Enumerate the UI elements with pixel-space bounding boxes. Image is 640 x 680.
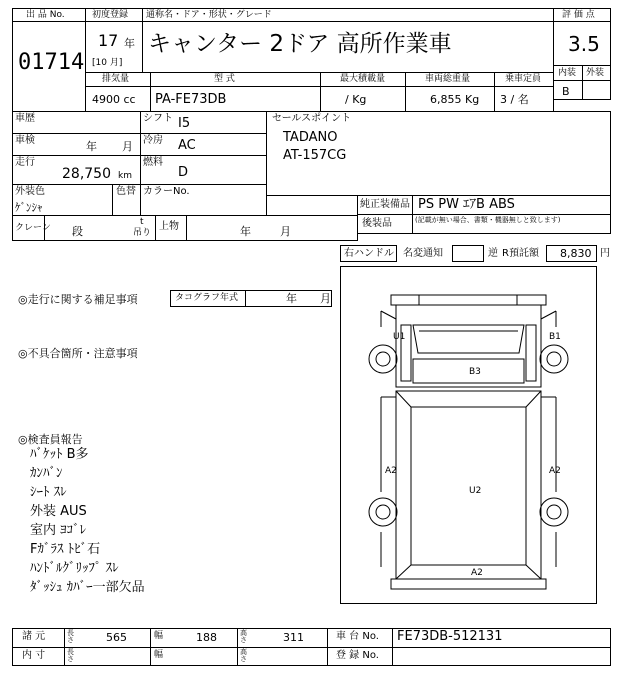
sales-point-label: セールスポイント [272, 113, 352, 124]
dims-label: 諸 元 [22, 631, 46, 642]
aftermarket-note: (記載が無い場合、書類・機器無しと致します) [415, 216, 561, 224]
defects-title: ◎不具合箇所・注意事項 [18, 347, 138, 360]
crane-label: クレーン [15, 223, 51, 233]
damage-diagram [340, 266, 597, 604]
tacho-label: タコグラフ年式 [175, 293, 239, 303]
displacement: 4900 cc [92, 93, 136, 106]
score-label: 評 価 点 [562, 10, 595, 20]
supplement-title: ◎走行に関する補足事項 [18, 293, 138, 306]
tacho-month: 月 [320, 292, 331, 305]
inspector-line: ﾊﾞｹｯﾄ B多 [30, 447, 89, 462]
inspector-line: 室内 ﾖｺﾞﾚ [30, 523, 87, 538]
exterior-label: 外装 [586, 68, 605, 78]
fuel-label: 燃料 [143, 157, 163, 168]
mileage-unit: km [118, 171, 132, 181]
chassis-number: FE73DB-512131 [397, 629, 503, 644]
inspector-line: ﾀﾞｯｼｭ ｶﾊﾞｰ一部欠品 [30, 580, 145, 595]
top-body-label: 上物 [159, 221, 179, 232]
interior-grade: B [562, 85, 570, 98]
color-no-label: カラーNo. [143, 186, 190, 197]
fuel-value: D [178, 165, 189, 180]
equipment-label: 純正装備品 [360, 199, 410, 210]
max-load-label: 最大積載量 [340, 74, 386, 84]
interior-label: 内装 [558, 68, 577, 78]
registration-year-unit: 年 [124, 37, 135, 50]
name-change-box [452, 245, 484, 262]
ac-label: 冷房 [143, 135, 163, 146]
inner-length-label: 長さ [67, 648, 74, 664]
inner-height-label: 高さ [240, 648, 247, 664]
history-label: 車歴 [15, 113, 35, 124]
mark-u2: U2 [469, 486, 482, 496]
mark-u1: U1 [393, 332, 406, 342]
lot-number-label: 出 品 No. [26, 10, 65, 20]
name-change-label: 名変通知 [403, 248, 443, 259]
registration-number-label: 登 録 No. [336, 650, 379, 661]
inner-dims-label: 内 寸 [22, 650, 46, 661]
max-load: / Kg [345, 93, 367, 106]
height-label: 高さ [240, 629, 247, 645]
exterior-color-label: 外装色 [15, 186, 45, 197]
width-label: 幅 [154, 631, 164, 641]
sales-point-line-2: AT-157CG [283, 148, 347, 163]
chassis-label: 車 台 No. [336, 631, 379, 642]
displacement-label: 排気量 [102, 74, 130, 84]
mark-a2-right: A2 [549, 466, 561, 476]
recycle-amount: 8,830 [560, 247, 592, 260]
shift-value: I5 [178, 116, 191, 131]
capacity: 3 / 名 [500, 93, 529, 106]
recycle-unit: 円 [600, 248, 610, 259]
inspector-line: Fｶﾞﾗｽ ﾄﾋﾞ石 [30, 542, 101, 557]
recycle-label-b: R預託額 [502, 248, 539, 259]
inspector-title: ◎検査員報告 [18, 433, 83, 446]
equipment-value: PS PW ｴｱB ABS [418, 197, 515, 212]
crane-row [12, 215, 358, 241]
top-body-year: 年 [240, 225, 251, 238]
inner-width-label: 幅 [154, 650, 164, 660]
recycle-label-a: 逆 [488, 248, 498, 259]
capacity-label: 乗車定員 [505, 74, 542, 84]
mark-b3: B3 [469, 367, 481, 377]
inspection-month: 月 [122, 140, 133, 153]
exterior-color: ｹﾞﾝｼｬ [15, 201, 43, 214]
height-value: 311 [283, 631, 304, 644]
tacho-year: 年 [286, 292, 297, 305]
color-change-label: 色替 [116, 186, 136, 197]
vehicle-name: キャンター 2ドア 高所作業車 [148, 31, 452, 57]
truck-outline [341, 267, 596, 603]
gross-weight: 6,855 Kg [430, 93, 480, 106]
gross-weight-label: 車両総重量 [425, 74, 471, 84]
sales-point-line-1: TADANO [283, 130, 338, 145]
registration-year: 17 [98, 31, 119, 50]
first-registration-label: 初度登録 [92, 10, 129, 20]
lot-number: 01714 [18, 50, 85, 75]
vehicle-name-label: 通称名・ドア・形状・グレード [146, 10, 272, 20]
top-body-month: 月 [280, 225, 291, 238]
mark-a2-rear: A2 [471, 568, 483, 578]
inspector-line: ﾊﾝﾄﾞﾙｸﾞﾘｯﾌﾟ ｽﾚ [30, 561, 119, 576]
inspector-line: ｶﾝﾊﾞﾝ [30, 466, 63, 481]
aftermarket-label: 後装品 [362, 218, 392, 229]
ac-value: AC [178, 138, 196, 153]
handle-value: 右ハンドル [344, 248, 394, 259]
crane-load-label: 吊り [133, 228, 152, 238]
crane-stage: 段 [72, 225, 83, 238]
crane-load-unit: t [140, 217, 144, 227]
registration-month: [10 月] [92, 58, 123, 68]
mileage-value: 28,750 [62, 166, 111, 182]
mark-b1: B1 [549, 332, 561, 342]
shift-label: シフト [143, 113, 173, 124]
model-label: 型 式 [214, 74, 235, 84]
score-value: 3.5 [568, 32, 600, 56]
inspector-line: ｼｰﾄ ｽﾚ [30, 485, 67, 500]
width-value: 188 [196, 631, 217, 644]
length-label: 長さ [67, 629, 74, 645]
mark-a2-left: A2 [385, 466, 397, 476]
inspection-year: 年 [86, 140, 97, 153]
inspection-label: 車検 [15, 135, 35, 146]
mileage-label: 走行 [15, 157, 35, 168]
model-code: PA-FE73DB [155, 92, 227, 107]
length-value: 565 [106, 631, 127, 644]
inspector-line: 外装 AUS [30, 504, 87, 519]
